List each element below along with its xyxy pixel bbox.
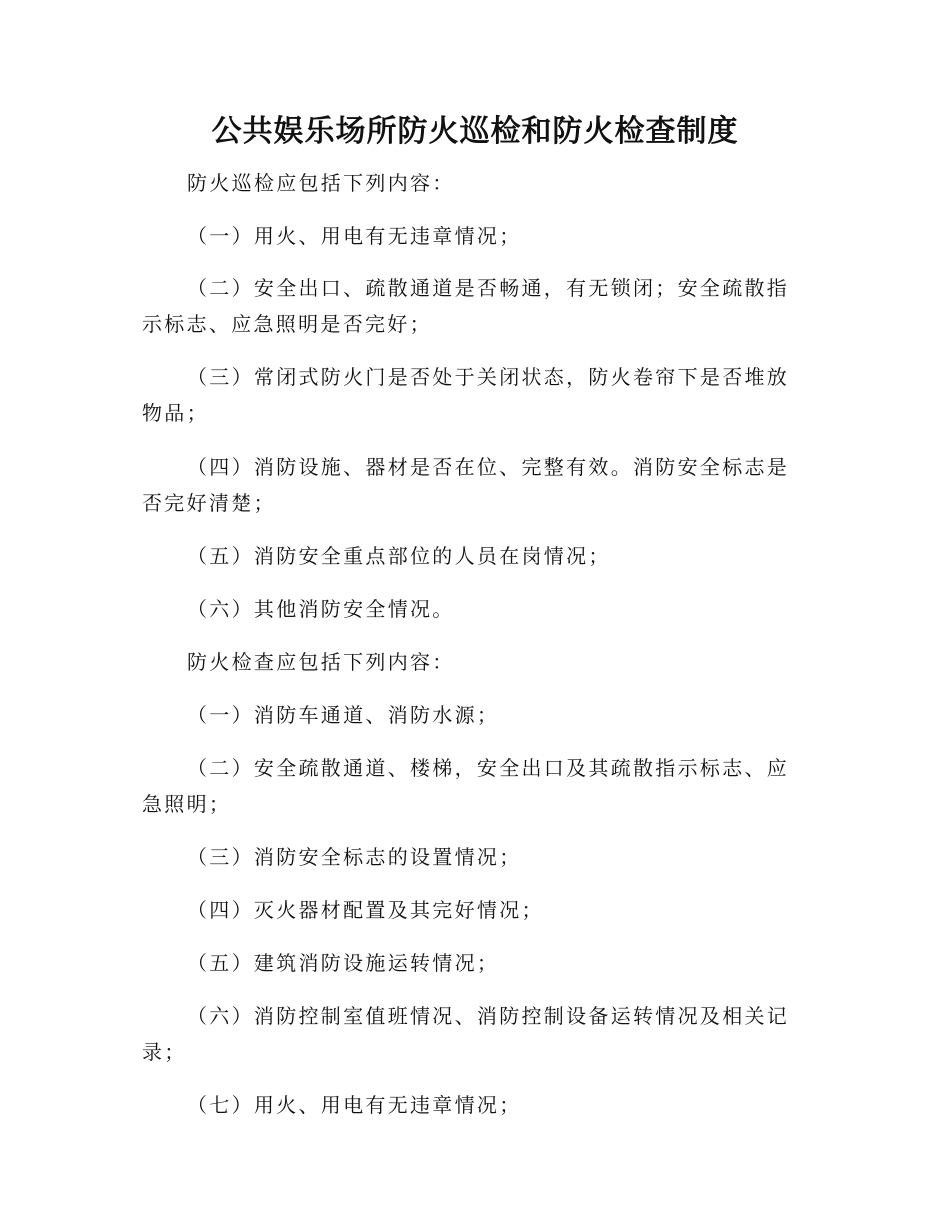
paragraph-patrol-item-2: （二）安全出口、疏散通道是否畅通，有无锁闭；安全疏散指示标志、应急照明是否完好； — [142, 276, 790, 336]
document-title: 公共娱乐场所防火巡检和防火检查制度 — [211, 114, 739, 149]
paragraph-inspection-item-5: （五）建筑消防设施运转情况； — [187, 951, 500, 975]
paragraph-patrol-item-5: （五）消防安全重点部位的人员在岗情况； — [187, 544, 611, 568]
paragraph-patrol-item-6: （六）其他消防安全情况。 — [187, 597, 455, 621]
paragraph-patrol-item-4: （四）消防设施、器材是否在位、完整有效。消防安全标志是否完好清楚； — [142, 455, 790, 515]
paragraph-inspection-intro: 防火检查应包括下列内容： — [187, 650, 455, 674]
paragraph-inspection-item-2: （二）安全疏散通道、楼梯，安全出口及其疏散指示标志、应急照明； — [142, 756, 790, 816]
paragraph-inspection-item-6: （六）消防控制室值班情况、消防控制设备运转情况及相关记录； — [142, 1004, 790, 1064]
paragraph-patrol-item-1: （一）用火、用电有无违章情况； — [187, 224, 522, 248]
paragraph-inspection-item-3: （三）消防安全标志的设置情况； — [187, 845, 522, 869]
paragraph-patrol-intro: 防火巡检应包括下列内容： — [187, 171, 455, 195]
paragraph-inspection-item-1: （一）消防车通道、消防水源； — [187, 703, 500, 727]
paragraph-inspection-item-4: （四）灭火器材配置及其完好情况； — [187, 898, 544, 922]
paragraph-inspection-item-7: （七）用火、用电有无违章情况； — [187, 1093, 522, 1117]
paragraph-patrol-item-3: （三）常闭式防火门是否处于关闭状态，防火卷帘下是否堆放物品； — [142, 365, 790, 425]
